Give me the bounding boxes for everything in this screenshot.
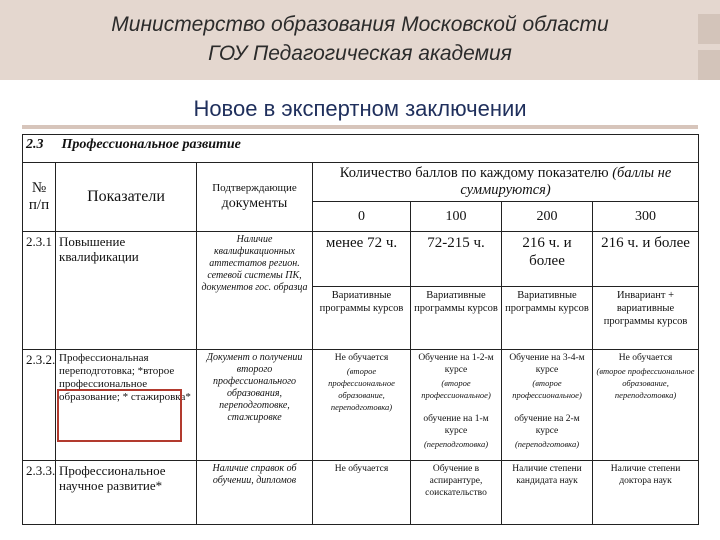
cell-main: Обучение на 3-4-м курсе	[509, 353, 585, 375]
header-qty-text: Количество баллов по каждому показателю	[339, 165, 609, 181]
evaluation-table	[22, 134, 699, 525]
cell-300: Наличие степени доктора наук	[593, 461, 699, 525]
row-number: 2.3.2.	[23, 350, 56, 461]
score-300: 300	[593, 202, 699, 232]
section-number: 2.3	[26, 137, 44, 152]
cell-200: Вариативные программы курсов	[502, 287, 593, 350]
academy-title: ГОУ Педагогическая академия	[208, 42, 512, 65]
cell-0	[313, 350, 411, 461]
cell-sub-note: (переподготовка)	[423, 439, 489, 449]
cell-sub-main: обучение на 2-м курсе	[514, 414, 580, 436]
cell-0: Вариативные программы курсов	[313, 287, 411, 350]
cell-100: Обучение в аспирантуре, соискательство	[411, 461, 502, 525]
section-row	[23, 135, 699, 163]
table-row	[23, 232, 699, 287]
cell-note: (второе профессиональное)	[421, 378, 491, 400]
cell-note: (второе профессиональное образование, переподготовка)	[596, 366, 695, 400]
row-number: 2.3.1	[23, 232, 56, 350]
decorative-bar	[698, 14, 720, 44]
cell-main: Не обучается	[334, 353, 389, 363]
cell-200: 216 ч. и более	[502, 232, 593, 287]
score-0: 0	[313, 202, 411, 232]
cell-0: менее 72 ч.	[313, 232, 411, 287]
row-number: 2.3.3.	[23, 461, 56, 525]
table-row	[23, 461, 699, 525]
header-score-count	[313, 163, 699, 202]
ministry-title: Министерство образования Московской области	[111, 13, 609, 36]
cell-300: 216 ч. и более	[593, 232, 699, 287]
section-title: Профессиональное развитие	[61, 137, 241, 152]
cell-sub	[414, 413, 498, 450]
header-qty-italic: (баллы не суммируются)	[460, 165, 672, 198]
cell-0: Не обучается	[313, 461, 411, 525]
cell-100	[411, 350, 502, 461]
row-document: Документ о получении второго профессионального образования, переподготовке, стажировке	[197, 350, 313, 461]
cell-300: Инвариант + вариативные программы курсов	[593, 287, 699, 350]
cell-300	[593, 350, 699, 461]
decorative-bar	[698, 50, 720, 80]
title-divider	[22, 125, 698, 129]
cell-main: Обучение на 1-2-м курсе	[418, 353, 494, 375]
header-indicators: Показатели	[56, 163, 197, 232]
slide-subtitle: Новое в экспертном заключении	[193, 96, 527, 121]
row-indicator: Повышение квалификации	[56, 232, 197, 350]
score-200: 200	[502, 202, 593, 232]
header-row	[23, 163, 699, 202]
cell-note: (второе профессиональное образование, переподготовка)	[328, 366, 395, 412]
row-document: Наличие справок об обучении, дипломов	[197, 461, 313, 525]
header-documents	[197, 163, 313, 232]
cell-200: Наличие степени кандидата наук	[502, 461, 593, 525]
row-indicator: Профессиональное научное развитие*	[56, 461, 197, 525]
cell-100: Вариативные программы курсов	[411, 287, 502, 350]
cell-sub-note: (переподготовка)	[514, 439, 580, 449]
header-docs-line1: Подтверждающие	[212, 182, 297, 194]
header-band	[0, 0, 720, 80]
header-num	[23, 163, 56, 232]
row-document: Наличие квалификационных аттестатов регион. сетевой системы ПК, документов гос. образца	[197, 232, 313, 350]
cell-main: Не обучается	[618, 353, 673, 363]
header-num-line2: п/п	[28, 197, 50, 213]
header-num-line1: №	[31, 180, 47, 196]
cell-sub	[505, 413, 589, 450]
cell-200	[502, 350, 593, 461]
score-100: 100	[411, 202, 502, 232]
cell-100: 72-215 ч.	[411, 232, 502, 287]
highlight-box	[57, 389, 182, 442]
header-docs-line2: документы	[221, 196, 288, 211]
cell-note: (второе профессиональное)	[512, 378, 582, 400]
cell-sub-main: обучение на 1-м курсе	[423, 414, 489, 436]
row-indicator: Профессиональная переподготовка; *второе профессиональное образование; * стажировка*	[56, 350, 197, 461]
